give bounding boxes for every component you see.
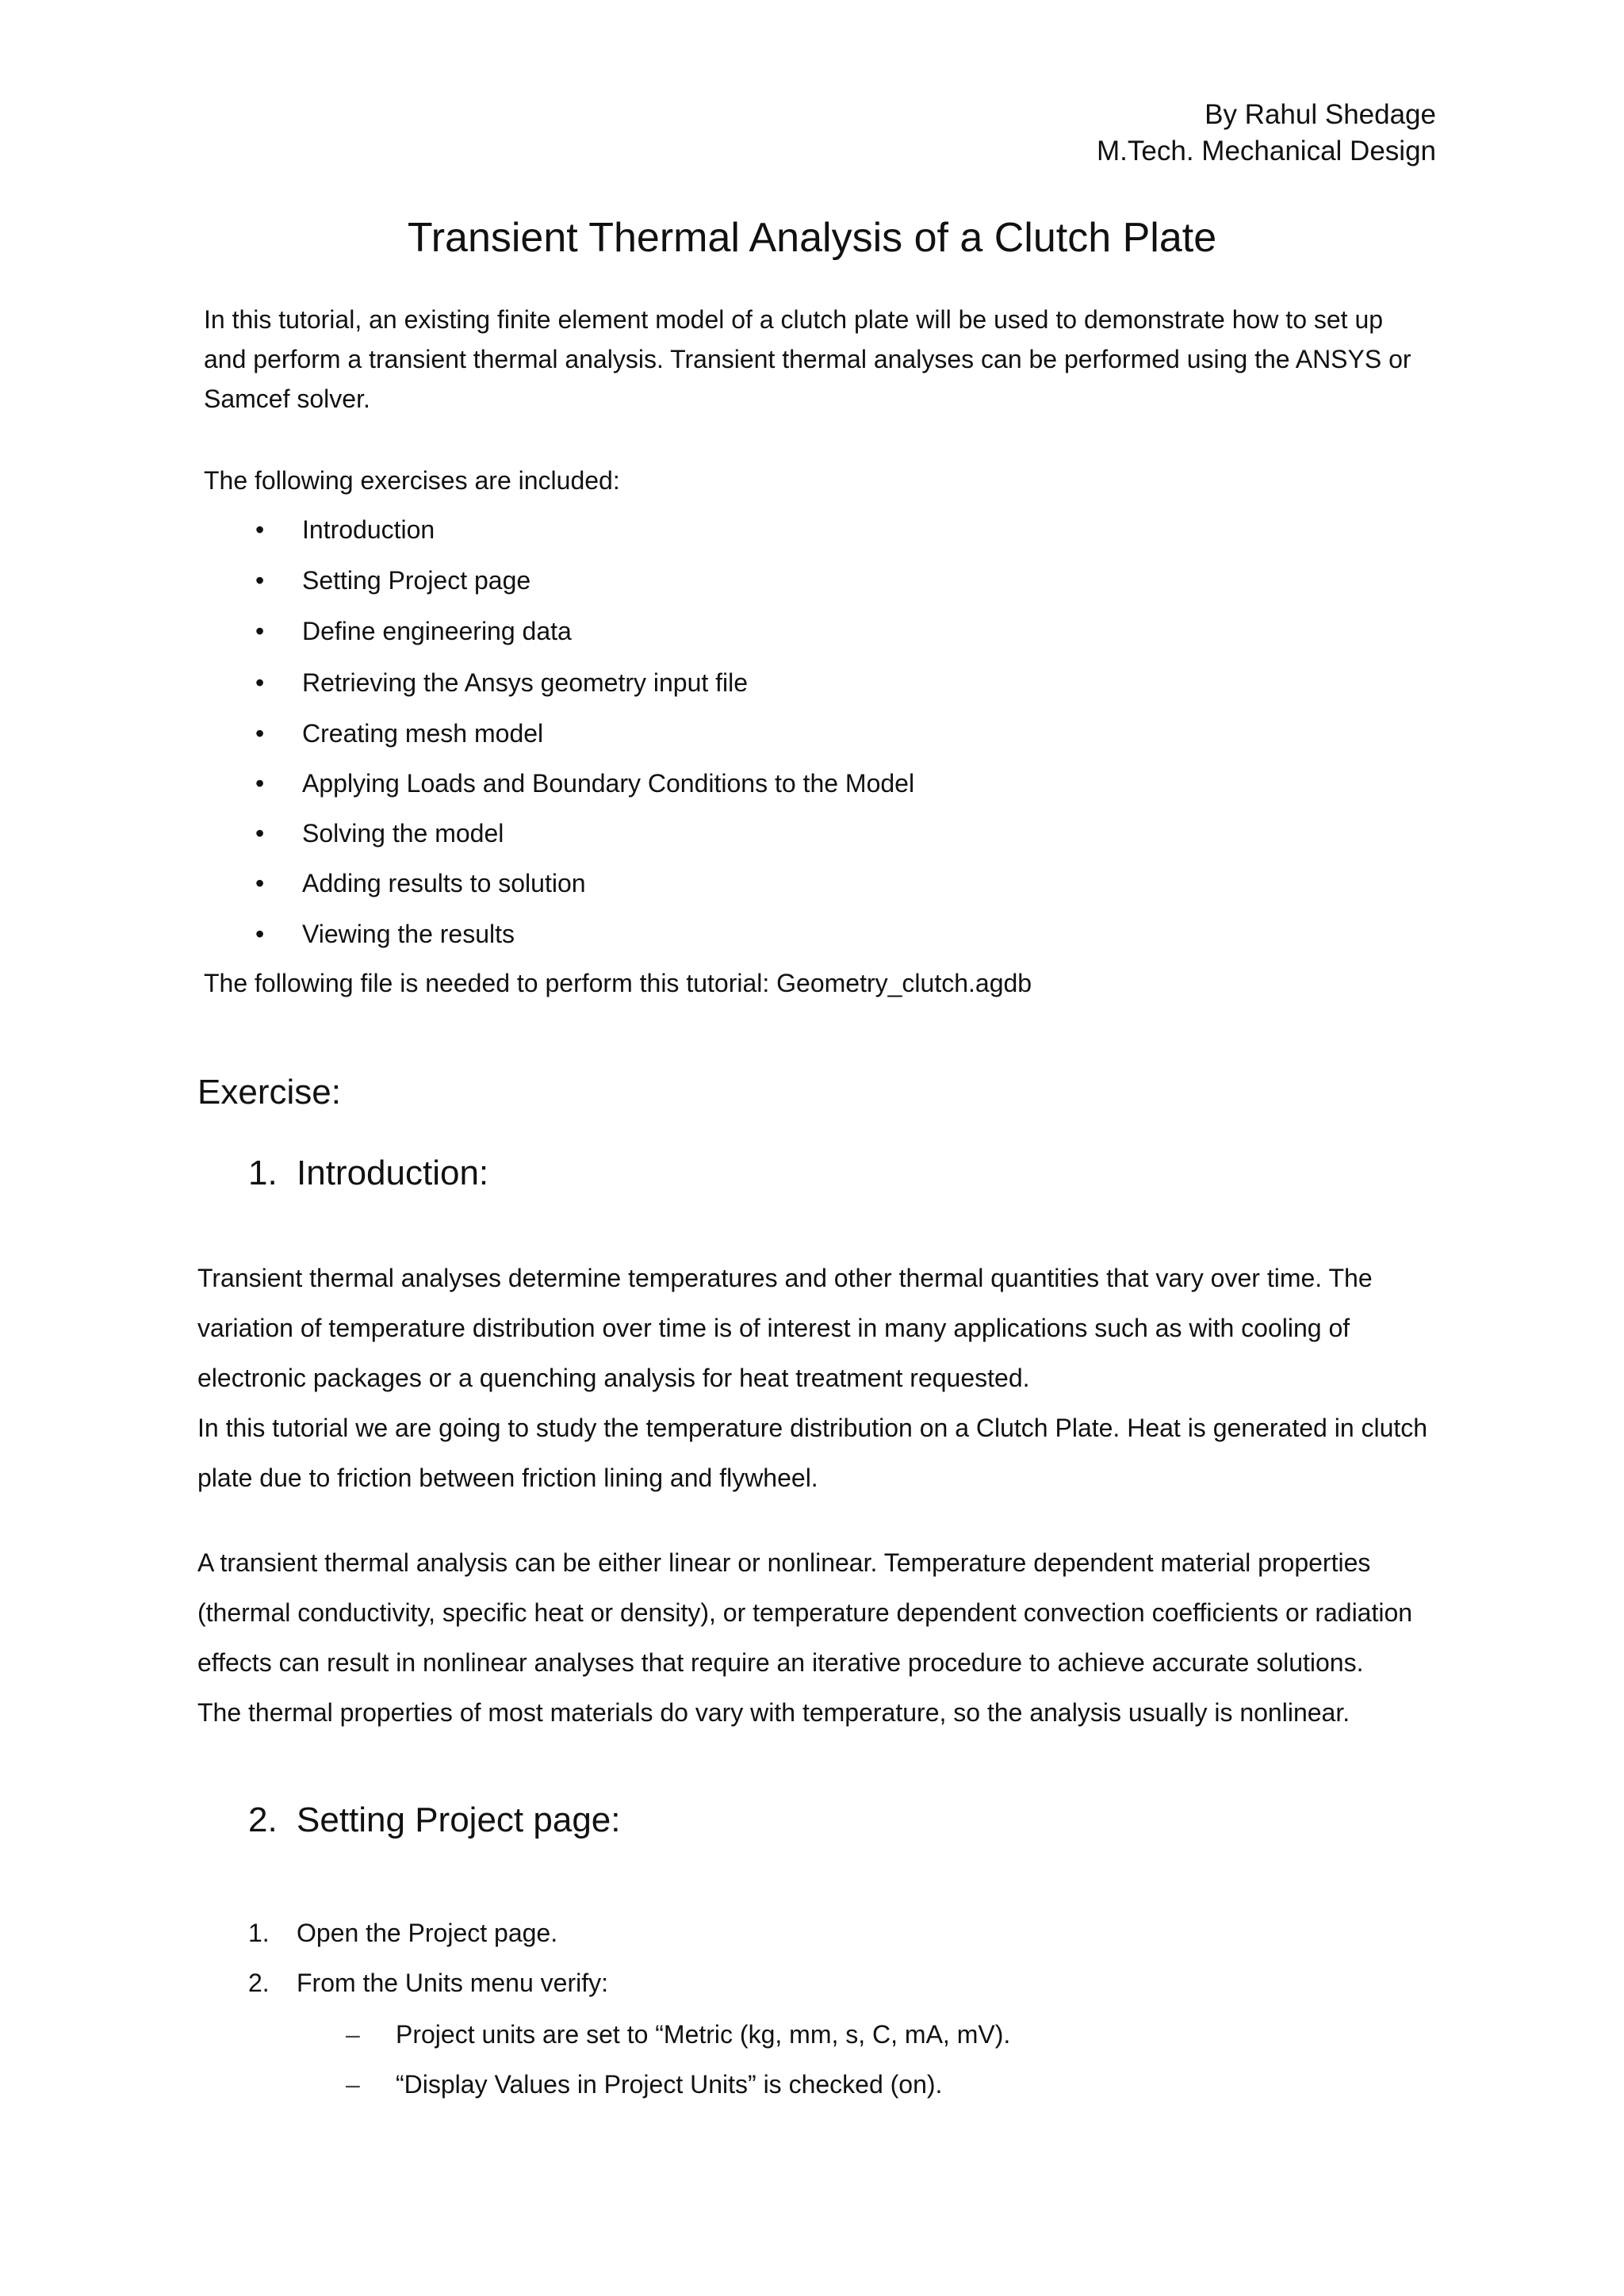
paragraph-line: electronic packages or a quenching analysis for heat treatment requested. [197, 1364, 1030, 1392]
paragraph-line: Transient thermal analyses determine temperatures and other thermal quantities that vary over time. The [197, 1264, 1373, 1292]
bullet-glyph: • [255, 769, 265, 798]
dash-glyph: – [346, 2020, 360, 2049]
introduction-paragraph [197, 1253, 1427, 1503]
sub-item: “Display Values in Project Units” is checked (on). [396, 2070, 943, 2099]
bullet-glyph: • [255, 719, 265, 748]
section-number: 2. [248, 1800, 278, 1839]
bullet-glyph: • [255, 819, 265, 848]
bullet-glyph: • [255, 668, 265, 697]
bullet-glyph: • [255, 515, 265, 544]
bullet-glyph: • [255, 869, 265, 897]
paragraph-line: variation of temperature distribution over time is of interest in many applications such as with cooling of [197, 1314, 1350, 1342]
author-degree: M.Tech. Mechanical Design [1097, 136, 1436, 166]
step-text: Open the Project page. [297, 1919, 558, 1947]
step-number: 1. [248, 1919, 270, 1947]
exercise-heading: Exercise: [197, 1073, 341, 1112]
section-number: 1. [248, 1154, 278, 1192]
list-item: Setting Project page [302, 566, 531, 595]
bullet-glyph: • [255, 566, 265, 595]
list-item: Applying Loads and Boundary Conditions to the Model [302, 769, 915, 798]
paragraph-line: effects can result in nonlinear analyses that require an iterative procedure to achieve accurate solutions. [197, 1648, 1364, 1677]
section-heading-project-page: Setting Project page: [297, 1800, 621, 1839]
paragraph-line: A transient thermal analysis can be either linear or nonlinear. Temperature dependent material properties [197, 1548, 1371, 1577]
list-item: Retrieving the Ansys geometry input file [302, 668, 749, 697]
list-item: Define engineering data [302, 617, 572, 645]
paragraph-line: The thermal properties of most materials do vary with temperature, so the analysis usually is nonlinear. [197, 1698, 1350, 1727]
paragraph-line: plate due to friction between friction lining and flywheel. [197, 1464, 818, 1492]
section-heading-introduction: Introduction: [297, 1154, 489, 1192]
list-item: Adding results to solution [302, 869, 586, 897]
intro-paragraph [204, 300, 1411, 419]
intro-line: and perform a transient thermal analysis. Transient thermal analyses can be performed using the ANSYS or [204, 345, 1411, 373]
required-file-note: The following file is needed to perform this tutorial: Geometry_clutch.agdb [204, 969, 1032, 997]
list-item: Creating mesh model [302, 719, 544, 748]
step-text: From the Units menu verify: [297, 1969, 608, 1997]
bullet-glyph: • [255, 617, 265, 645]
document-title: Transient Thermal Analysis of a Clutch Plate [407, 215, 1217, 261]
list-item: Introduction [302, 515, 435, 544]
paragraph-line: In this tutorial we are going to study the temperature distribution on a Clutch Plate. Heat is generated in clutch [197, 1414, 1428, 1442]
bullet-glyph: • [255, 920, 265, 948]
dash-glyph: – [346, 2070, 360, 2099]
sub-item: Project units are set to “Metric (kg, mm, s, C, mA, mV). [396, 2020, 1011, 2049]
intro-line: In this tutorial, an existing finite element model of a clutch plate will be used to demonstrate how to set up [204, 305, 1384, 334]
exercises-lead: The following exercises are included: [204, 466, 620, 495]
intro-line: Samcef solver. [204, 385, 370, 413]
paragraph-line: (thermal conductivity, specific heat or density), or temperature dependent convection coefficients or radiation [197, 1598, 1413, 1627]
list-item: Solving the model [302, 819, 504, 848]
linearity-paragraph [197, 1538, 1412, 1738]
step-number: 2. [248, 1969, 270, 1997]
list-item: Viewing the results [302, 920, 515, 948]
author-name: By Rahul Shedage [1205, 99, 1436, 130]
